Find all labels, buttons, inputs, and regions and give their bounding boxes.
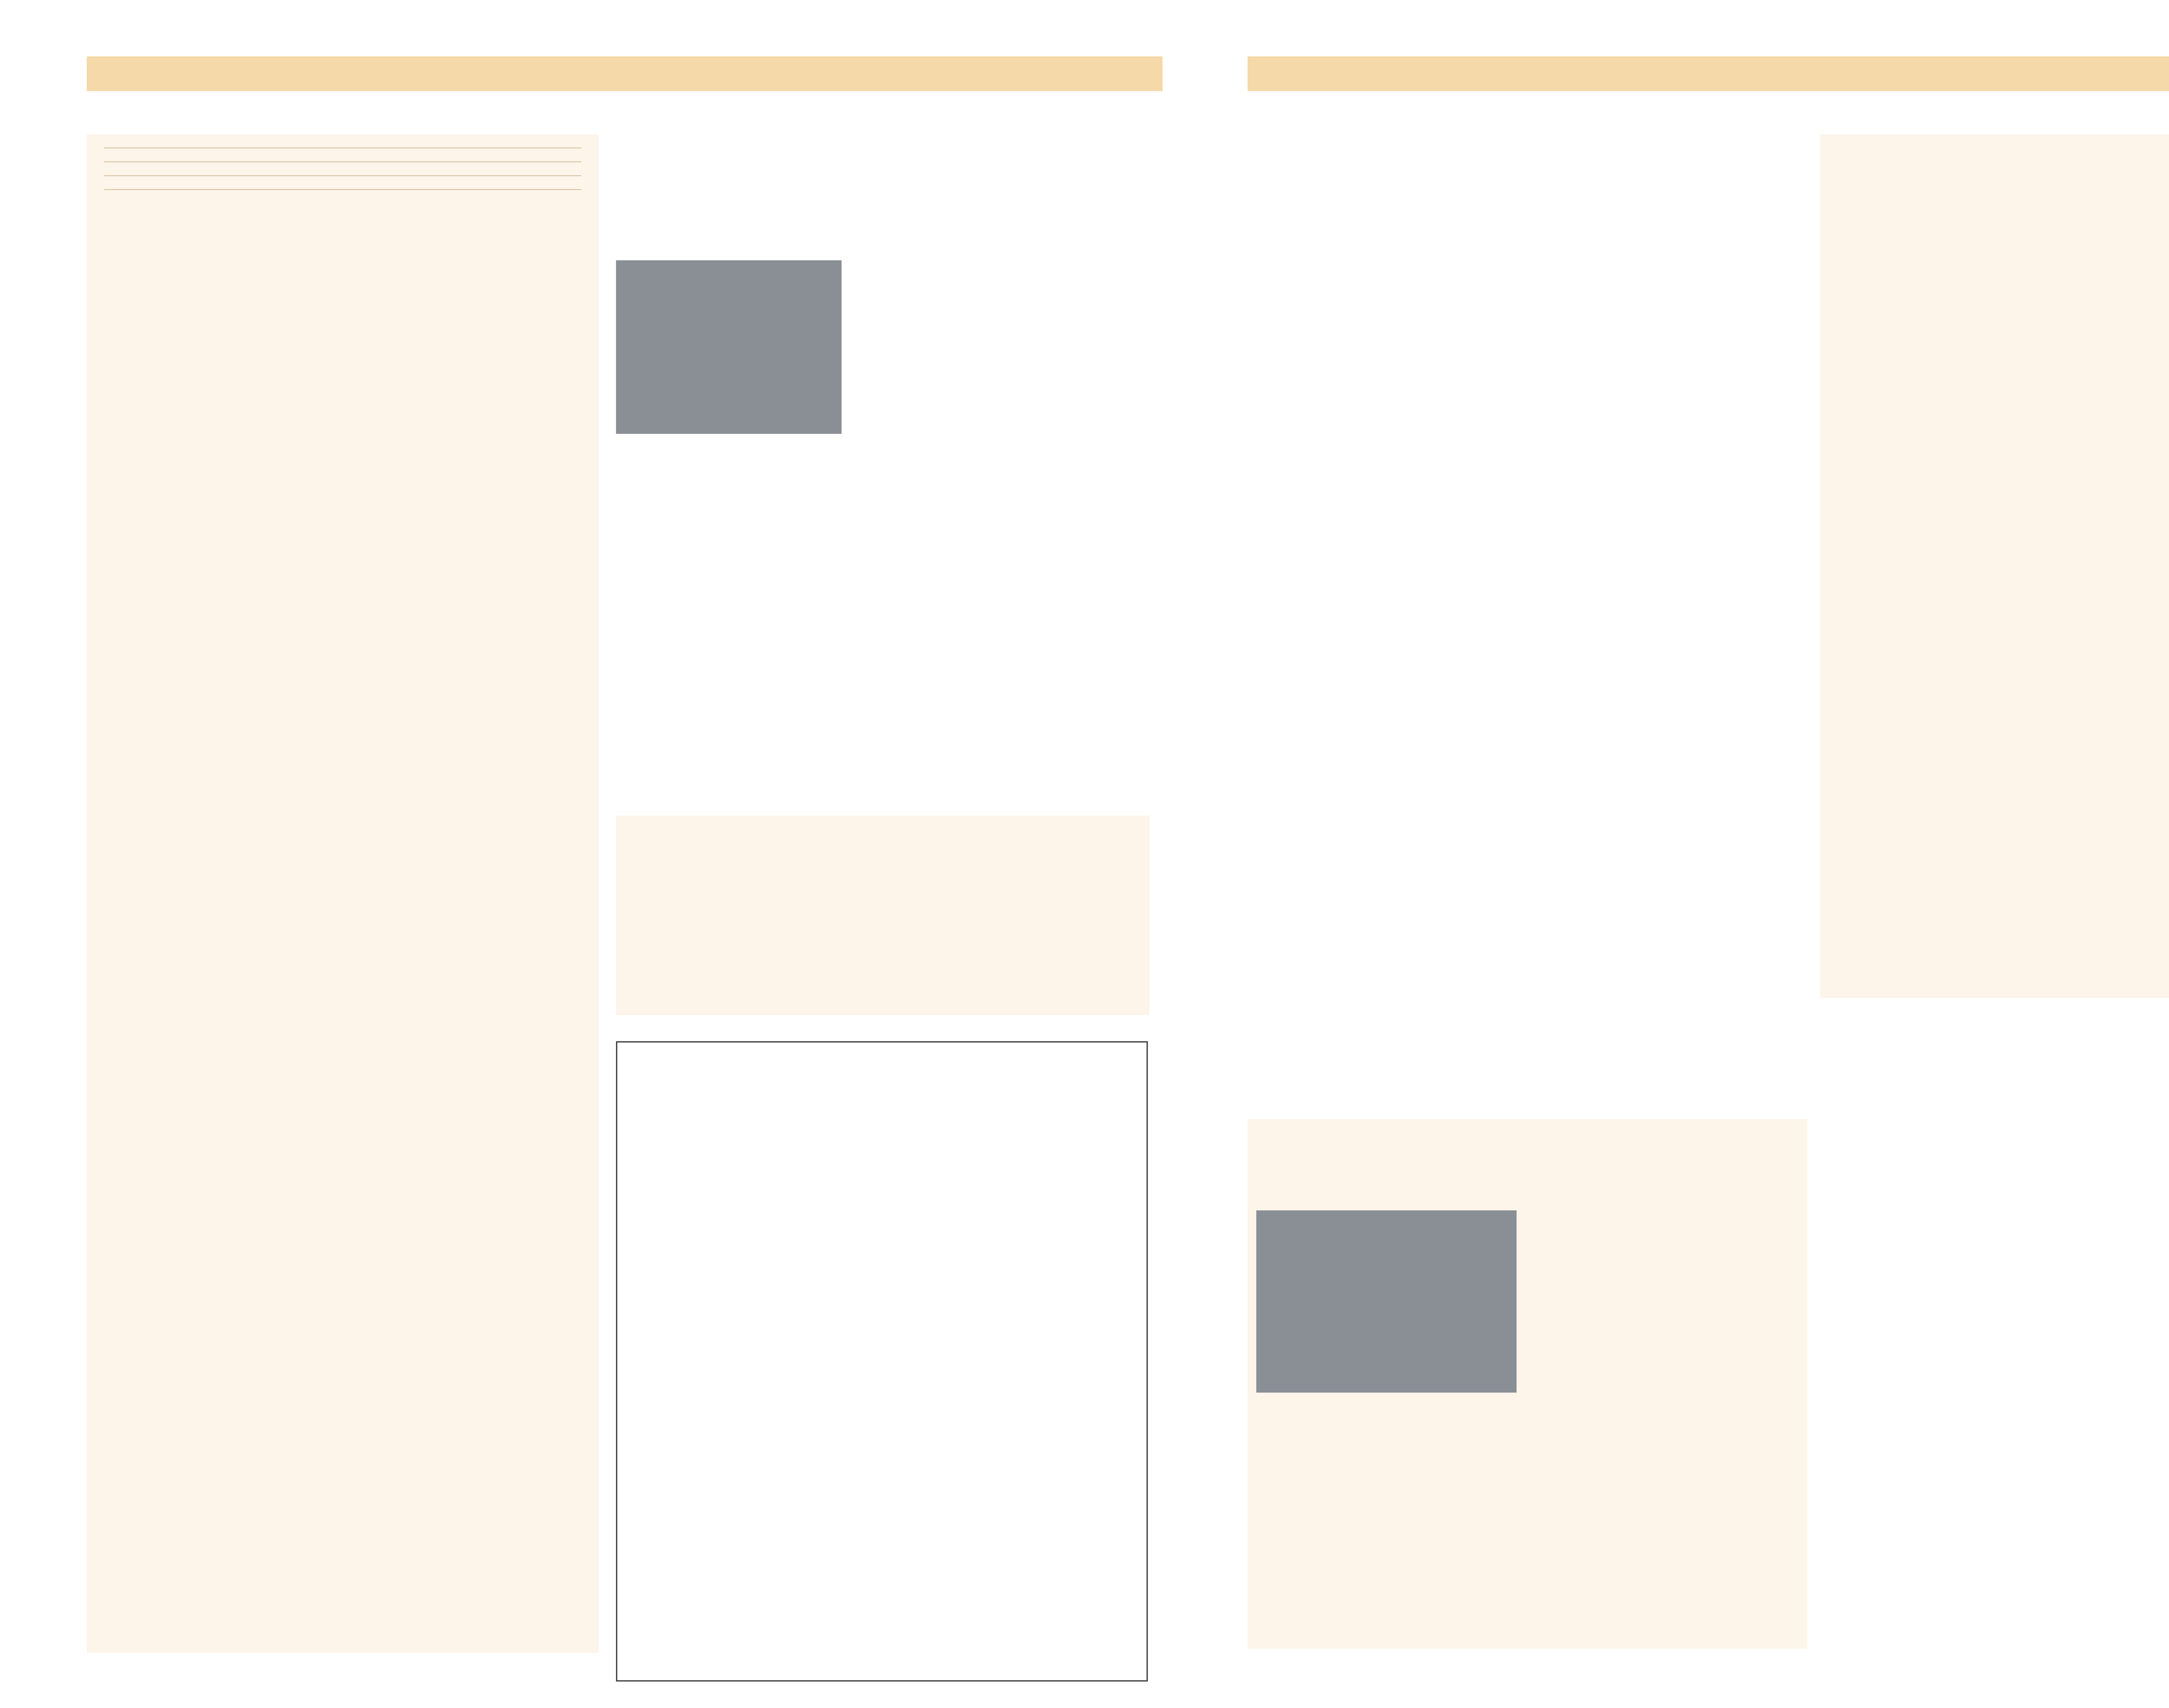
article-photo <box>616 260 842 434</box>
divider <box>104 175 581 176</box>
side-article <box>1820 134 2169 998</box>
divider <box>104 161 581 162</box>
article-photo <box>1256 1210 1517 1393</box>
masthead <box>1269 61 1425 113</box>
masthead <box>976 61 1132 113</box>
right-page <box>1196 0 2169 1708</box>
legal-notices-box <box>616 1041 1148 1682</box>
bottom-article <box>1820 1011 2169 1653</box>
divider <box>104 189 581 190</box>
left-column <box>87 134 599 1653</box>
box-article <box>616 816 1150 1015</box>
lead-article <box>1248 134 1807 1089</box>
